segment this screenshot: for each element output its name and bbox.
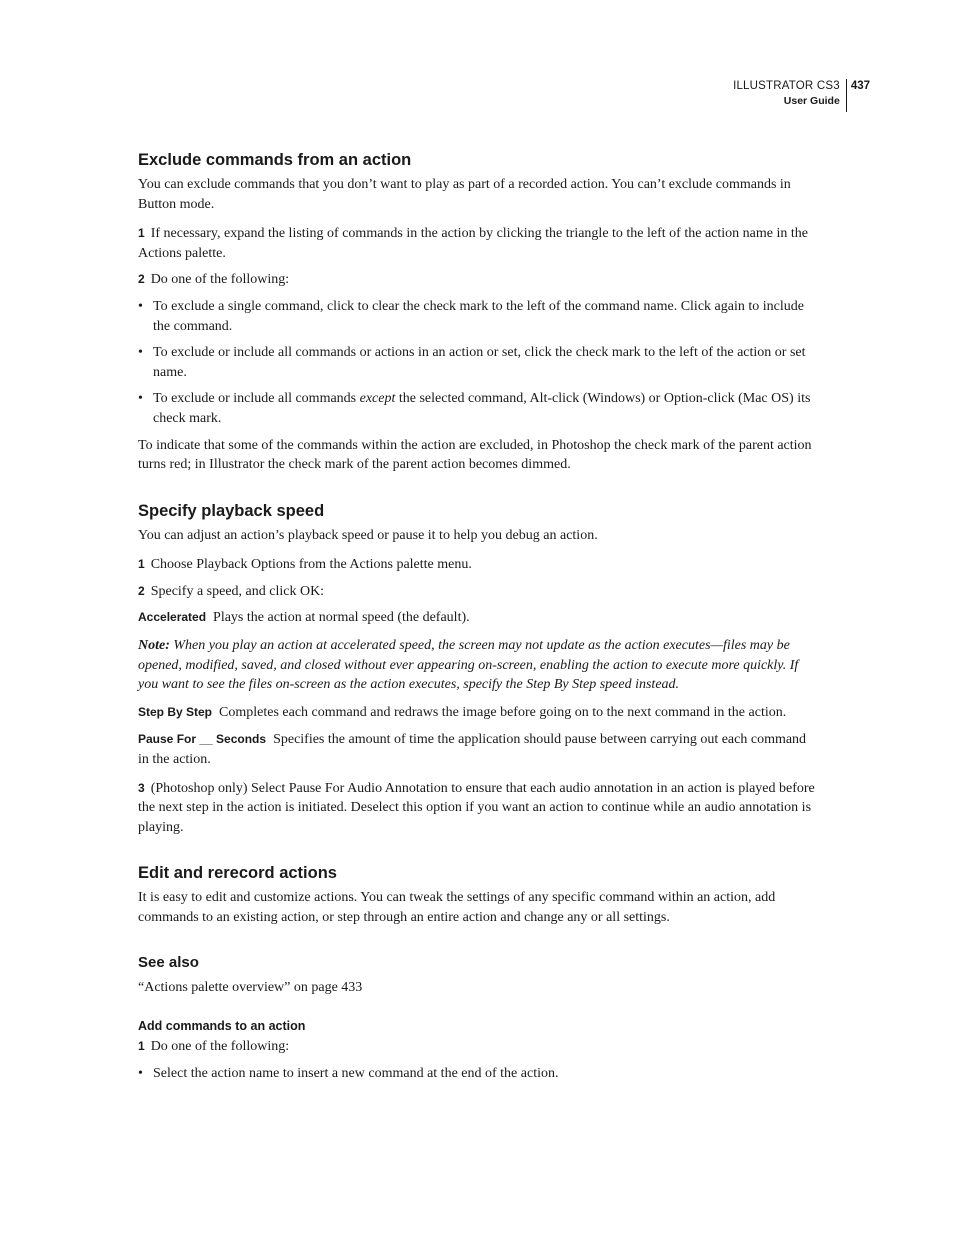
page-content xyxy=(138,149,818,1083)
option-term: Pause For __ Seconds xyxy=(138,732,267,747)
bullet-text: To exclude a single command, click to clear the check mark to the left of the command name. Click again to include the command. xyxy=(153,298,804,334)
exclude-bullet-3 xyxy=(138,389,818,428)
header-titles xyxy=(733,79,847,112)
step-number: 2 xyxy=(138,583,145,598)
step-text: Choose Playback Options from the Actions palette menu. xyxy=(150,557,472,573)
bullet-marker: • xyxy=(138,298,143,314)
bullet-text xyxy=(153,389,818,428)
see-also-link[interactable]: “Actions palette overview” on page 433 xyxy=(138,979,363,995)
note-text: When you play an action at accelerated speed, the screen may not update as the action executes—files may be opened, modified, saved, and closed without ever appearing on-screen, enabling the action to execute more quickly. If you want to see the files on-screen as the action executes, specify the Step By Step speed instead. xyxy=(138,638,799,693)
step-text: Do one of the following: xyxy=(150,1039,290,1055)
exclude-step-1 xyxy=(138,224,818,263)
exclude-step-2 xyxy=(138,270,818,290)
option-step-by-step xyxy=(138,703,818,723)
step-text: Specify a speed, and click OK: xyxy=(150,583,325,599)
page-number: 437 xyxy=(850,80,870,92)
bullet-text-post: the selected command, Alt-click (Windows) or Option-click (Mac OS) its check mark. xyxy=(153,391,811,426)
heading-see-also: See also xyxy=(138,953,199,971)
exclude-intro: You can exclude commands that you don’t want to play as part of a recorded action. You can’t exclude commands in Button mode. xyxy=(138,177,791,212)
bullet-marker: • xyxy=(138,345,143,361)
option-term: Accelerated xyxy=(138,609,207,624)
option-accelerated xyxy=(138,608,818,628)
exclude-bullet-1 xyxy=(138,297,818,336)
bullet-text: Select the action name to insert a new command at the end of the action. xyxy=(153,1065,559,1081)
heading-add-commands: Add commands to an action xyxy=(138,1019,306,1034)
bullet-marker: • xyxy=(138,391,143,407)
heading-playback-speed: Specify playback speed xyxy=(138,501,325,520)
running-header xyxy=(733,79,870,112)
bullet-emphasis: except xyxy=(359,391,396,407)
guide-name: User Guide xyxy=(783,95,840,107)
step-number: 1 xyxy=(138,1039,145,1054)
heading-edit-rerecord: Edit and rerecord actions xyxy=(138,864,337,883)
heading-exclude-commands: Exclude commands from an action xyxy=(138,151,412,169)
step-number: 2 xyxy=(138,272,145,287)
add-bullet-1 xyxy=(138,1064,818,1084)
exclude-bullet-2 xyxy=(138,343,818,382)
note-label: Note: xyxy=(138,638,170,654)
step-text: If necessary, expand the listing of commands in the action by clicking the triangle to the left of the action name in the Actions palette. xyxy=(138,226,808,261)
option-pause-for xyxy=(138,730,818,769)
step-text: Do one of the following: xyxy=(150,272,290,288)
product-name: ILLUSTRATOR CS3 xyxy=(733,80,840,92)
bullet-marker: • xyxy=(138,1065,143,1081)
option-desc: Completes each command and redraws the image before going on to the next command in the action. xyxy=(219,704,787,720)
step-text: (Photoshop only) Select Pause For Audio Annotation to ensure that each audio annotation in an action is played before the next step in the action is initiated. Deselect this option if you want an action to continue while an audio annotation is playing. xyxy=(138,780,815,835)
bullet-text-pre: To exclude or include all commands xyxy=(153,391,360,407)
playback-step-1 xyxy=(138,555,818,575)
edit-intro: It is easy to edit and customize actions. You can tweak the settings of any specific command within an action, add commands to an existing action, or step through an entire action and change any or all settings. xyxy=(138,890,776,926)
step-number: 3 xyxy=(138,780,145,795)
add-step-1 xyxy=(138,1037,818,1057)
step-number: 1 xyxy=(138,557,145,572)
playback-intro: You can adjust an action’s playback speed or pause it to help you debug an action. xyxy=(138,527,598,543)
bullet-text: To exclude or include all commands or actions in an action or set, click the check mark to the left of the action or set name. xyxy=(153,345,806,380)
playback-step-3 xyxy=(138,779,818,838)
playback-step-2 xyxy=(138,582,818,602)
option-desc: Plays the action at normal speed (the default). xyxy=(213,609,470,625)
option-term: Step By Step xyxy=(138,704,213,719)
step-number: 1 xyxy=(138,226,145,241)
option-desc: Specifies the amount of time the application should pause between carrying out each command in the action. xyxy=(138,732,807,768)
playback-note xyxy=(138,636,818,695)
exclude-closing: To indicate that some of the commands within the action are excluded, in Photoshop the check mark of the parent action turns red; in Illustrator the check mark of the parent action becomes dimmed. xyxy=(138,437,812,473)
